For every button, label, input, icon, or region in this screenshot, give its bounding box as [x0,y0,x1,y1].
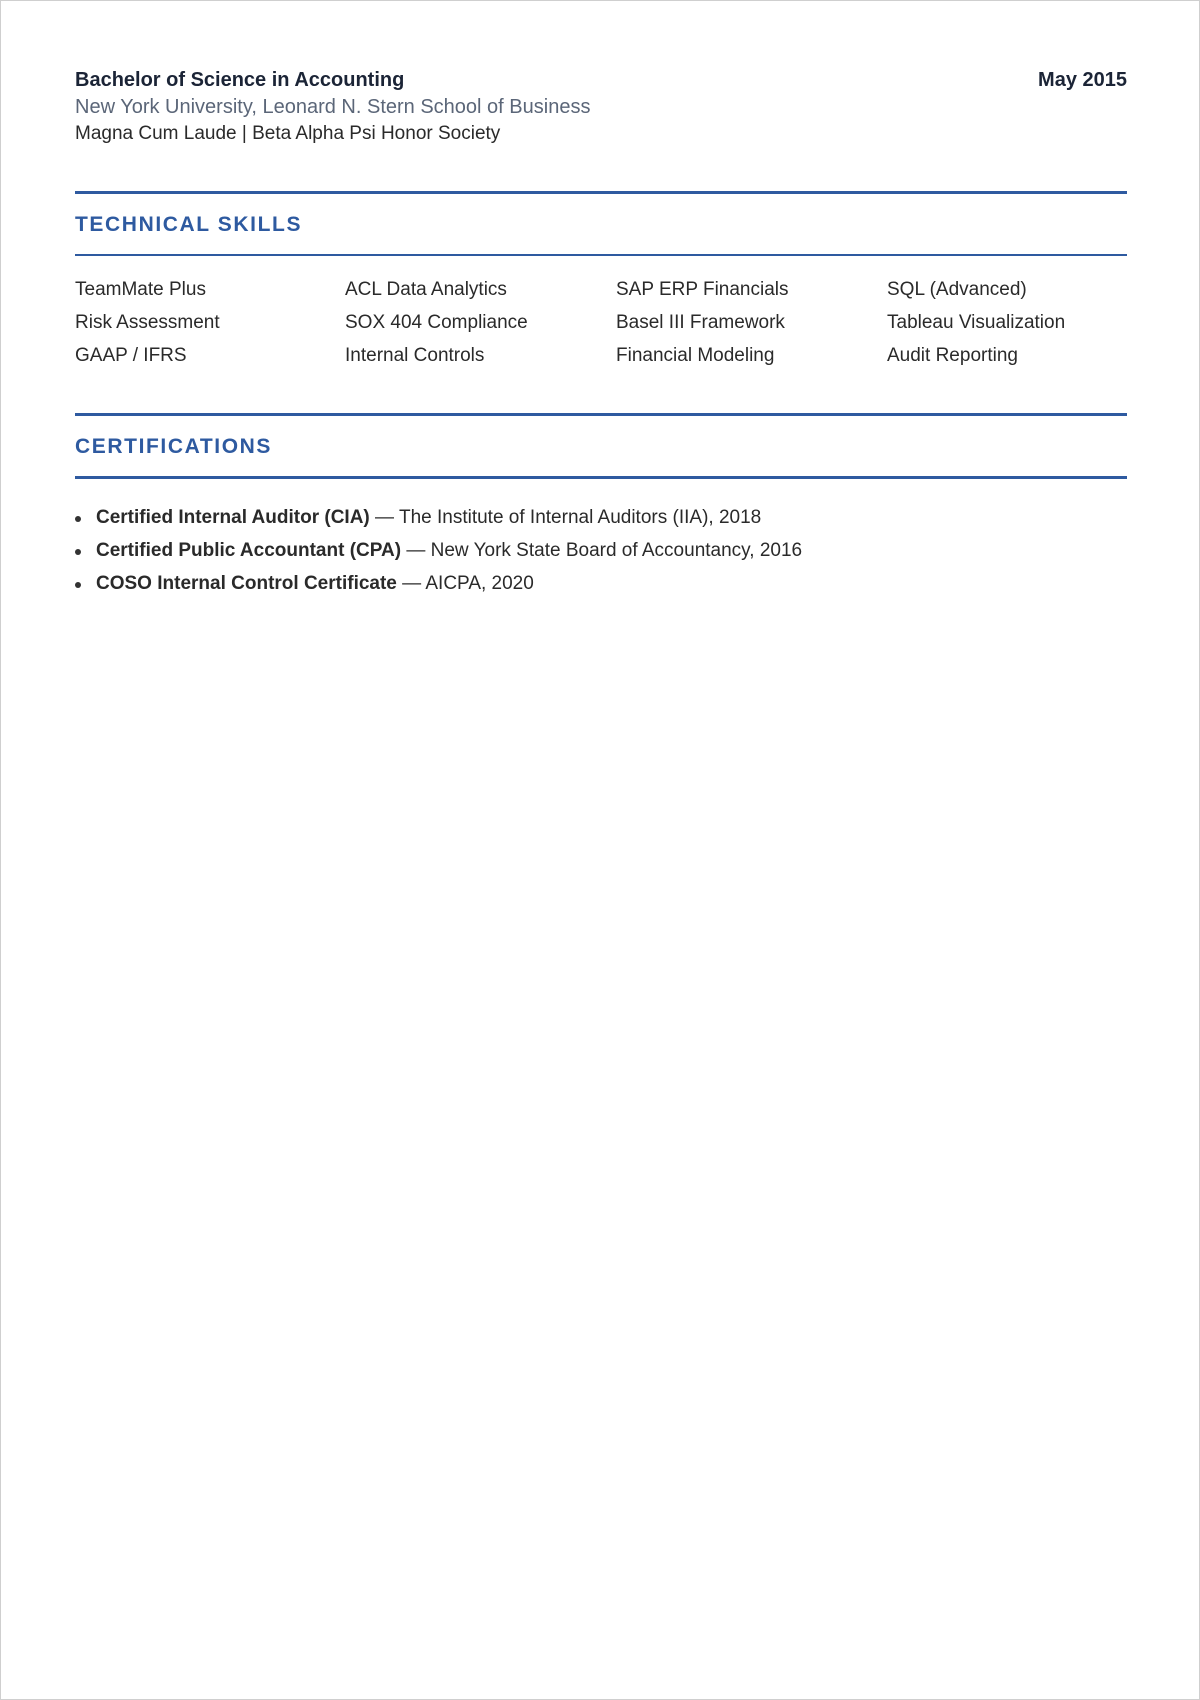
certifications-section [75,413,1127,597]
certification-detail: — The Institute of Internal Auditors (IIA), 2018 [369,507,762,528]
academic-honors: Magna Cum Laude | Beta Alpha Psi Honor Society [75,123,501,144]
skill-item: Internal Controls [345,345,485,366]
certification-name: Certified Internal Auditor (CIA) [96,507,370,528]
skill-item: Tableau Visualization [887,312,1066,333]
certification-item [75,505,1127,531]
certification-list [75,479,1127,597]
school-name: New York University, Leonard N. Stern School of Business [75,96,591,118]
skill-item: SQL (Advanced) [887,279,1027,300]
skill-item: SAP ERP Financials [616,279,789,300]
certification-item [75,538,1127,564]
bullet-icon [75,516,81,522]
section-heading: CERTIFICATIONS [75,435,273,458]
certification-name: Certified Public Accountant (CPA) [96,540,402,561]
skill-item: Financial Modeling [616,345,775,366]
skill-item: SOX 404 Compliance [345,312,528,333]
resume-content [75,67,1127,604]
skill-item: TeamMate Plus [75,279,206,300]
certification-item [75,571,1127,597]
skills-grid [75,256,1127,369]
degree-title: Bachelor of Science in Accounting [75,69,405,91]
certification-name: COSO Internal Control Certificate [96,573,397,594]
skill-item: ACL Data Analytics [345,279,507,300]
certification-detail: — New York State Board of Accountancy, 2016 [401,540,803,561]
technical-skills-section [75,191,1127,369]
skill-item: Audit Reporting [887,345,1018,366]
skill-item: GAAP / IFRS [75,345,187,366]
bullet-icon [75,582,81,588]
graduation-date: May 2015 [1038,69,1127,91]
skill-item: Basel III Framework [616,312,785,333]
skill-item: Risk Assessment [75,312,220,333]
education-entry [75,67,1127,147]
section-heading: TECHNICAL SKILLS [75,213,303,236]
bullet-icon [75,549,81,555]
certification-detail: — AICPA, 2020 [396,573,534,594]
education-header [75,67,1127,93]
